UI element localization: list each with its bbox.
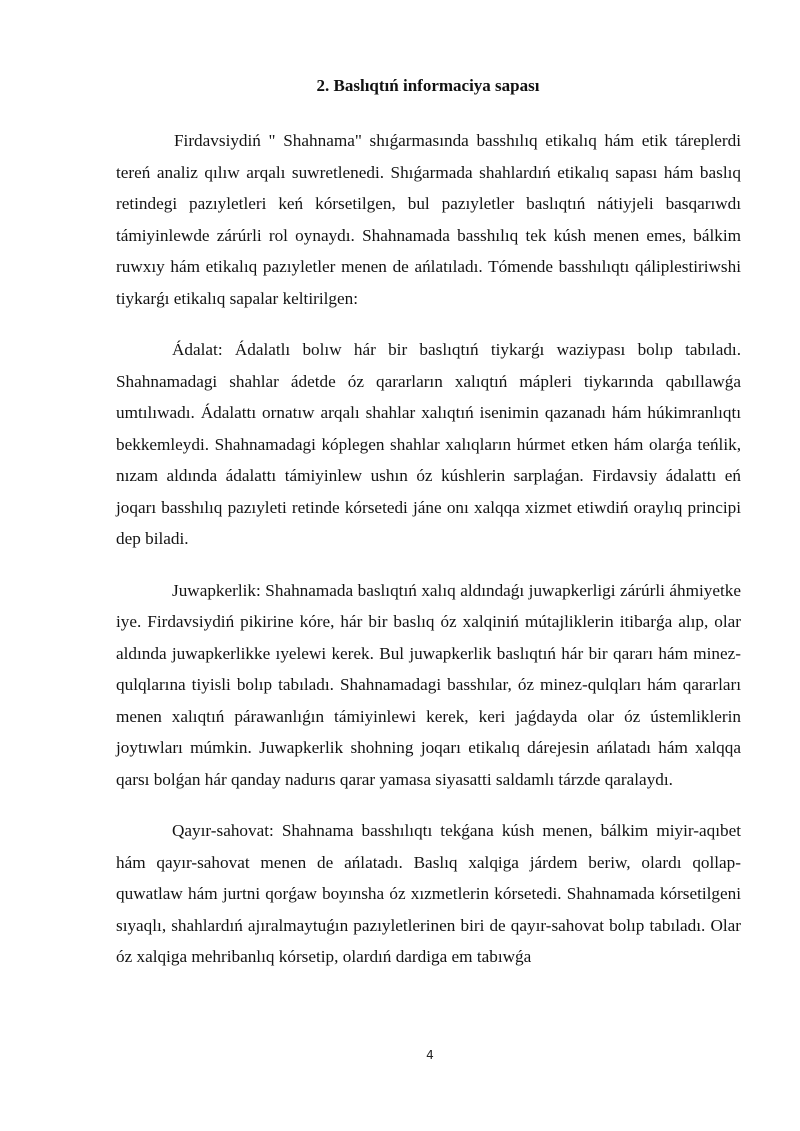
paragraph-juwapkerlik: Juwapkerlik: Shahnamada baslıqtıń xalıq aldındaǵı juwapkerligi zárúrli áhmiyetke iye. Firdavsiydiń pikirine kóre, hár bir baslıq óz xalqiniń mútajliklerin itibarǵa alıp, olar aldında juwapkerlikke ıyelewi kerek. Bul juwapkerlik baslıqtıń hár bir qararı hám minez-qulqlarına tiyisli bolıp tabıladı. Shahnamadagi basshılar, óz minez-qulqları hám qararları menen xalıqtıń párawanlıǵın támiyinlewi kerek, keri jaǵdayda olar óz ústemliklerin joytıwları múmkin. Juwapkerlik shohning joqarı etikalıq dárejesin ańlatadı hám xalqqa qarsı bolǵan hár qanday nadurıs qarar yamasa siyasatti saldamlı tárzde qaralaydı. <box>116 580 741 789</box>
section-heading: 2. Baslıqtıń informaciya sapası <box>316 76 540 95</box>
page-number: 4 <box>426 1048 434 1062</box>
paragraph-adalat: Ádalat: Ádalatlı bolıw hár bir baslıqtıń tiykarǵı waziypası bolıp tabıladı. Shahnamadagi shahlar ádetde óz qararların xalıqtıń mápleri tiykarında qabıllawǵa umtılıwadı. Ádalattı ornatıw arqalı shahlar xalıqtıń isenimin qazanadı hám húkimranlıqtı bekkemleydi. Shahnamadagi kóplegen shahlar xalıqların húrmet etken hám olarǵa teńlik, nızam aldında ádalattı támiyinlew ushın óz kúshlerin sarplaǵan. Firdavsiy ádalattı eń joqarı basshılıq pazıyleti retinde kórsetedi jáne onı xalqqa xizmet etiwdiń oraylıq principi dep biladi. <box>116 340 741 548</box>
paragraph-intro: Firdavsiydiń " Shahnama" shıǵarmasında basshılıq etikalıq hám etik táreplerdi tereń analiz qılıw arqalı suwretlenedi. Shıǵarmada shahlardıń etikalıq sapası hám baslıq retindegi pazıyletleri keń kórsetilgen, bul pazıyletler baslıqtıń nátiyjeli basqarıwdı támiyinlewde zárúrli rol oynaydı. Shahnamada basshılıq tek kúsh menen emes, bálkim ruwxıy hám etikalıq pazıyletler menen de ańlatıladı. Tómende basshılıqtı qáliplestiriwshi tiykarǵı etikalıq sapalar keltirilgen: <box>116 131 741 308</box>
paragraph-qayir-sahovat: Qayır-sahovat: Shahnama basshılıqtı tekǵana kúsh menen, bálkim miyir-aqıbet hám qayır-sahovat menen de ańlatadı. Baslıq xalqiga járdem beriw, olardı qollap-quwatlaw hám jurtni qorǵaw boyınsha óz xızmetlerin kórsetedi. Shahnamada kórsetilgeni sıyaqlı, shahlardıń ajıralmaytuǵın pazıyletlerinen biri de qayır-sahovat bolıp tabıladı. Olar óz xalqiga mehribanlıq kórsetip, olardıń dardiga em tabıwǵa <box>116 821 741 966</box>
body-text <box>116 125 741 993</box>
